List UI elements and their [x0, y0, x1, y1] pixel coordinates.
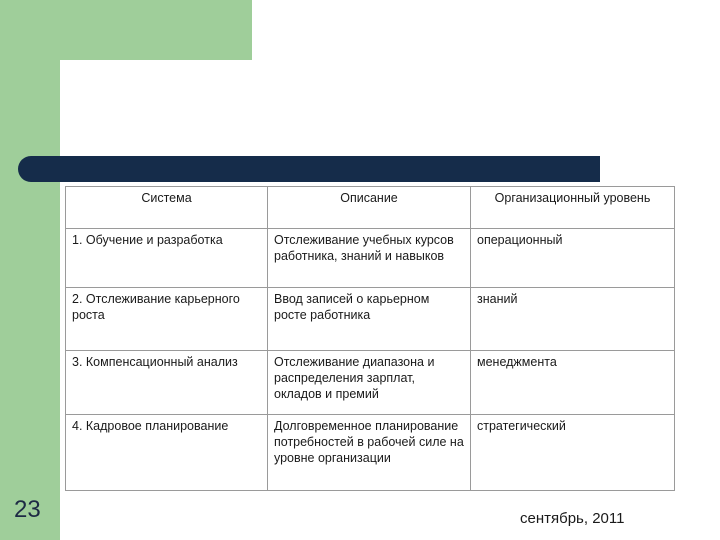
table-row	[66, 415, 675, 491]
table-header-row	[66, 187, 675, 229]
header-level: Организационный уровень	[471, 187, 675, 229]
cell-system: 1. Обучение и разработка	[66, 229, 268, 288]
cell-level: стратегический	[471, 415, 675, 491]
slide-number: 23	[14, 496, 41, 523]
header-description: Описание	[268, 187, 471, 229]
table-row	[66, 351, 675, 415]
cell-system: 4. Кадровое планирование	[66, 415, 268, 491]
green-top-decoration	[0, 0, 252, 60]
table-row	[66, 288, 675, 351]
systems-table	[65, 186, 675, 491]
footer-date: сентябрь, 2011	[520, 510, 625, 527]
green-sidebar-decoration	[0, 0, 60, 540]
table-row	[66, 229, 675, 288]
title-bar	[18, 156, 600, 182]
cell-level: менеджмента	[471, 351, 675, 415]
cell-description: Отслеживание учебных курсов работника, знаний и навыков	[268, 229, 471, 288]
cell-level: знаний	[471, 288, 675, 351]
cell-description: Отслеживание диапазона и распределения зарплат, окладов и премий	[268, 351, 471, 415]
cell-system: 2. Отслеживание карьерного роста	[66, 288, 268, 351]
cell-description: Долговременное планирование потребностей в рабочей силе на уровне организации	[268, 415, 471, 491]
cell-system: 3. Компенсационный анализ	[66, 351, 268, 415]
cell-level: операционный	[471, 229, 675, 288]
rounded-corner-decoration	[60, 60, 120, 120]
header-system: Система	[66, 187, 268, 229]
cell-description: Ввод записей о карьерном росте работника	[268, 288, 471, 351]
